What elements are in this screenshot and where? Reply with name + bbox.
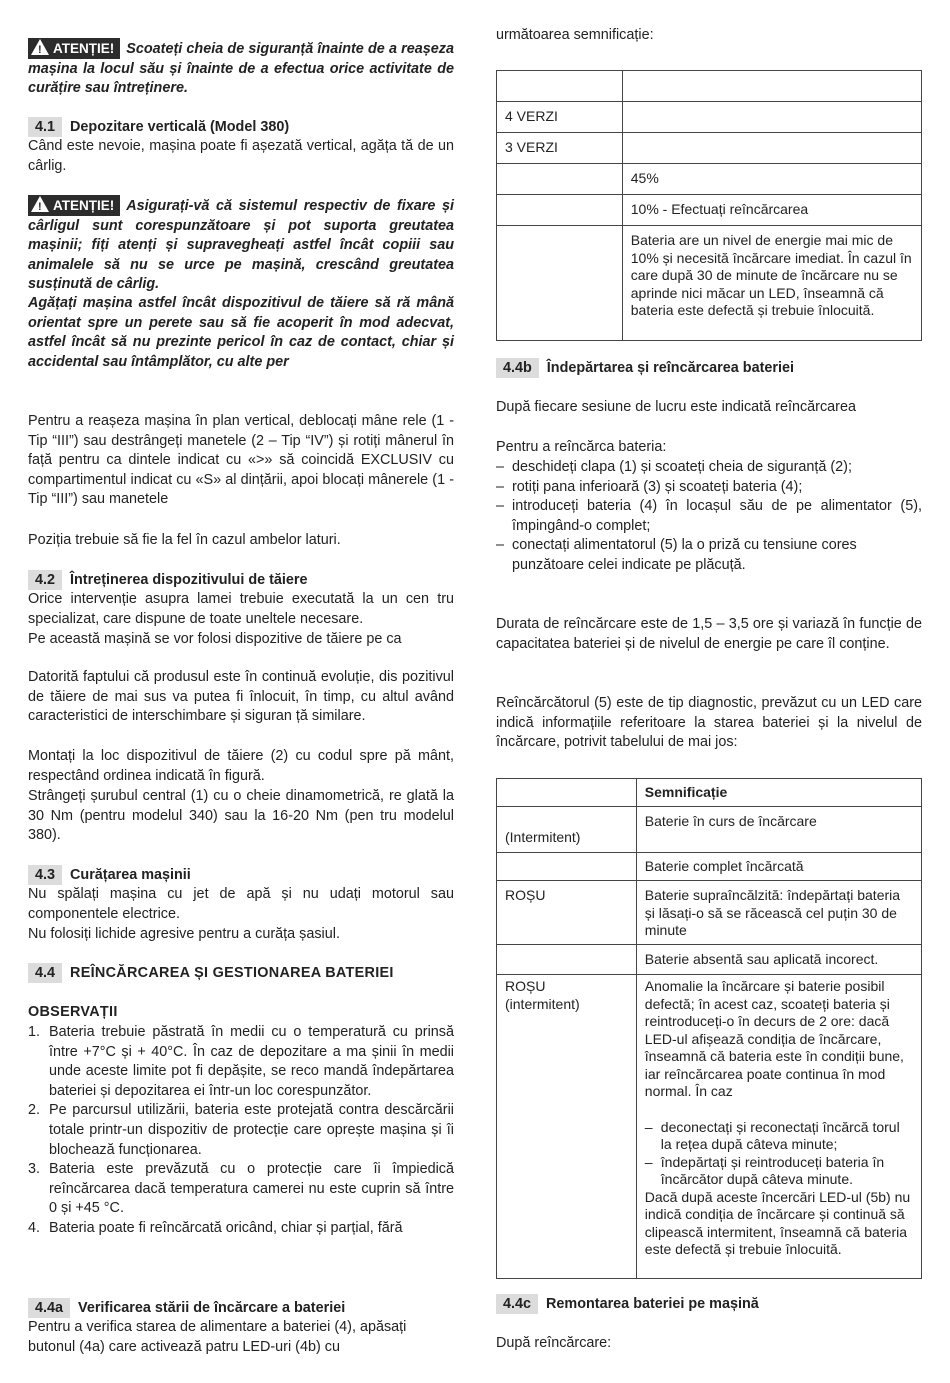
section-title: Verificarea stării de încărcare a bateriei — [78, 1300, 346, 1316]
list-item: 3. Bateria este prevăzută cu o protecție care îi împiedică reîncărcarea dacă temperatura camerei nu este cuprin să între 0 și +45 °C. — [28, 1161, 454, 1217]
list-item: – deschideți clapa (1) și scoateți cheia de siguranță (2); — [496, 458, 922, 478]
warning-badge: !ATENȚIE! — [28, 195, 120, 216]
warning-triangle-icon — [31, 39, 49, 55]
section-number: 4.4b — [496, 358, 539, 378]
list-item: – deconectați și reconectați încărcă torul la rețea după câteva minute; — [645, 1119, 913, 1154]
paragraph: Pentru a verifica starea de alimentare a bateriei (4), apăsați butonul (4a) care activează patru LED-uri (4b) cu — [28, 1319, 407, 1355]
warning-triangle-icon — [31, 196, 49, 212]
table-row: 4 VERZI — [497, 102, 922, 133]
table-row: (Intermitent) Baterie în curs de încărcare — [497, 807, 922, 853]
observations-list — [28, 1023, 454, 1239]
section-heading-4-4b — [496, 358, 922, 378]
table-row — [497, 779, 922, 807]
table-row: 10% - Efectuați reîncărcarea — [497, 195, 922, 226]
section-title: Întreținerea dispozitivului de tăiere — [70, 572, 308, 588]
section-heading-4-2 — [28, 570, 454, 590]
paragraph: următoarea semnificație: — [496, 27, 654, 43]
paragraph: Când este nevoie, mașina poate fi așezată vertical, agăța tă de un cârlig. — [28, 138, 454, 174]
paragraph: Pentru a reîncărca bateria: — [496, 439, 667, 455]
section-title: REÎNCĂRCAREA ȘI GESTIONAREA BATERIEI — [70, 965, 394, 981]
section-number: 4.4 — [28, 963, 62, 983]
table-row: ROȘU Baterie supraîncălzită: îndepărtați bateria și lăsați-o să se răcească cel puțin 30 de minute — [497, 881, 922, 945]
warning-text: Scoateți cheia de siguranță înainte de a reașeza mașina la locul său și înainte de a efectua orice activitate de curățire sau întreținere. — [28, 41, 454, 97]
section-number: 4.2 — [28, 570, 62, 590]
warning-badge: !ATENȚIE! — [28, 38, 120, 59]
paragraph: Poziția trebuie să fie la fel în cazul ambelor laturi. — [28, 532, 341, 548]
table-row: 3 VERZI — [497, 133, 922, 164]
paragraph: Nu spălați mașina cu jet de apă și nu udați motorul sau componentele electrice. — [28, 886, 454, 922]
list-item: 4. Bateria poate fi reîncărcată oricând, chiar și parțial, fără — [28, 1219, 403, 1236]
paragraph: Montați la loc dispozitivul de tăiere (2) cu codul spre pă mânt, respectând ordinea indicată în figură. — [28, 748, 454, 784]
warning-block-1 — [28, 38, 454, 99]
section-heading-4-4c — [496, 1294, 922, 1314]
section-number: 4.4a — [28, 1298, 70, 1318]
led-status-table — [496, 70, 922, 341]
paragraph: Nu folosiți lichide agresive pentru a curăța șasiul. — [28, 926, 340, 942]
warning-block-2 — [28, 195, 454, 295]
warning-text-continued: Agățați mașina astfel încât dispozitivul de tăiere să ră mână orientat spre un perete sau să fie acoperit în mod adecvat, astfel încât să nu prezinte pericol în caz de contact, chiar și accidental sau întâmplător, cu alte per — [28, 295, 454, 370]
retry-steps-list — [645, 1119, 913, 1189]
list-item: 2. Pe parcursul utilizării, bateria este protejată contra descărcării totale printr-un dispozitiv de protecție care oprește mașina și îi blochează funcționarea. — [28, 1102, 454, 1158]
warning-text: Asigurați-vă că sistemul respectiv de fixare și cârligul sunt corespunzătoare și pot suporta greutatea mașinii; fiți atenți și supravegheați astfel încât copiii sau animalele să nu se urce pe mașină, crescând greutatea susținută de cârlig. — [28, 198, 454, 293]
list-item: – îndepărtați și reintroduceți bateria în încărcător după câteva minute. — [645, 1154, 913, 1189]
section-title: Remontarea bateriei pe mașină — [546, 1296, 759, 1312]
paragraph: Durata de reîncărcare este de 1,5 – 3,5 ore și variază în funcție de capacitatea bateriei și de nivelul de energie pe care îl conține. — [496, 616, 922, 652]
paragraph: După reîncărcare: — [496, 1335, 612, 1351]
section-title: Curățarea mașinii — [70, 867, 191, 883]
section-title: Îndepărtarea și reîncărcarea bateriei — [546, 360, 794, 376]
table-row: Baterie complet încărcată — [497, 853, 922, 881]
section-heading-4-3 — [28, 865, 454, 885]
table-row: Bateria are un nivel de energie mai mic de 10% și necesită încărcare imediat. În cazul în care după 30 de minute de încărcare nu se aprinde nici măcar un LED, înseamnă că bateria este defectă și trebuie înlocuită. — [497, 226, 922, 341]
section-heading-4-4 — [28, 963, 454, 983]
list-item: – introduceți bateria (4) în locașul său de pe alimentator (5), împingând-o complet; — [496, 497, 922, 536]
paragraph: Datorită faptului că produsul este în continuă evoluție, dis pozitivul de tăiere de mai sus va putea fi înlocuit, în timp, cu altul având caracteristici de interschimbare și siguran ță similare. — [28, 669, 454, 725]
paragraph: Orice intervenție asupra lamei trebuie executată la un cen tru specializat, care dispune de toate uneltele necesare. — [28, 591, 454, 627]
table-header: Semnificație — [636, 779, 921, 807]
paragraph: Pentru a reașeza mașina în plan vertical, deblocați mâne rele (1 - Tip “III”) sau destrângeți manetele (2 – Tip “IV”) și rotiți mânerul în față pentru ca dintele indicat cu «>» să coincidă EXCLUSIV cu compartimentul indicat cu «S» al dințării, apoi blocați mânerele (1 - Tip “III”) sau manetele — [28, 413, 454, 508]
list-item: 1. Bateria trebuie păstrată în medii cu o temperatură cu prinsă între +7°C și + 40°C. În caz de depozitare a ma șinii în medii unde aceste limite pot fi depășite, se reco mandă îndepărtarea bateriei și depozitarea ei într-un loc corespunzător. — [28, 1024, 454, 1099]
section-title: Depozitare verticală (Model 380) — [70, 119, 290, 135]
list-item: – conectați alimentatorul (5) la o priză cu tensiune cores punzătoare celei indicate pe plăcuță. — [496, 536, 922, 575]
section-number: 4.4c — [496, 1294, 538, 1314]
table-row: 45% — [497, 164, 922, 195]
list-item: – rotiți pana inferioară (3) și scoateți bateria (4); — [496, 478, 922, 498]
paragraph: Strângeți șurubul central (1) cu o cheie dinamometrică, re glată la 30 Nm (pentru modelul 340) sau la 16-20 Nm (pen tru modelul 380). — [28, 788, 454, 844]
table-row: ROȘU (intermitent) Anomalie la încărcare și baterie posibil defectă; în acest caz, scoateți bateria și reintroduceți-o în decurs de 2 ore: dacă LED-ul afișează condiția de încărcare, înseamnă că bateria este în condiții bune, iar reîncărcarea poate continua în mod normal. În caz – deconectați și reconectați încărcă torul la rețea după câteva minute; – îndepărtați și reintroduceți bateria în încărcător după câteva minute. Dacă după aceste încercări LED-ul (5b) nu indică condiția de încărcare și continuă să clipească intermitent, înseamnă că bateria este defectă și trebuie înlocuită. — [497, 975, 922, 1279]
paragraph: Reîncărcătorul (5) este de tip diagnostic, prevăzut cu un LED care indică informațiile referitoare la starea bateriei și la nivelul de încărcare, potrivit tabelului de mai jos: — [496, 695, 922, 751]
section-number: 4.3 — [28, 865, 62, 885]
section-number: 4.1 — [28, 117, 62, 137]
paragraph: Pe această mașină se vor folosi dispozitive de tăiere pe ca — [28, 631, 402, 647]
table-row — [497, 71, 922, 102]
observations-title: OBSERVAȚII — [28, 1004, 118, 1020]
table-row: Baterie absentă sau aplicată incorect. — [497, 945, 922, 975]
section-heading-4-1 — [28, 117, 454, 137]
recharge-steps-list — [496, 458, 922, 576]
charger-led-table — [496, 778, 922, 1279]
paragraph: După fiecare sesiune de lucru este indicată reîncărcarea — [496, 399, 856, 415]
section-heading-4-4a — [28, 1298, 454, 1318]
